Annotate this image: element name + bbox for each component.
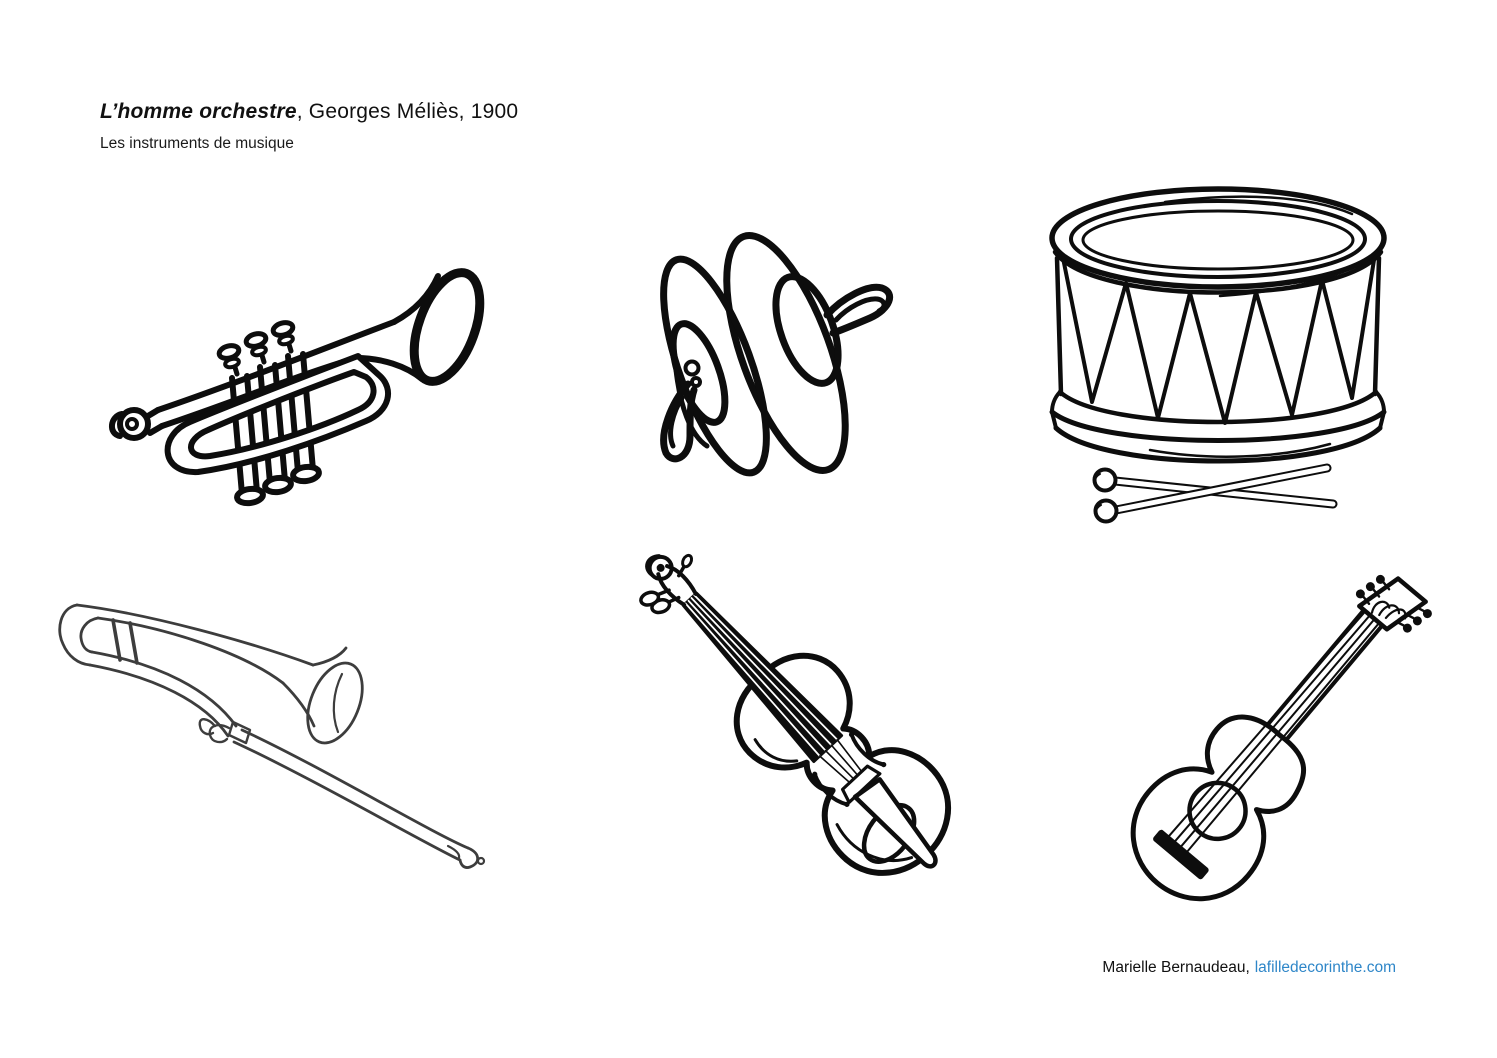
violin-drawing — [620, 545, 980, 895]
trumpet-drawing — [60, 250, 510, 510]
film-title: L’homme orchestre — [100, 100, 297, 123]
website-link[interactable]: lafilledecorinthe.com — [1254, 959, 1396, 976]
trumpet-figure — [60, 250, 510, 510]
film-credit: , Georges Méliès, 1900 — [296, 100, 519, 123]
trombone-figure — [50, 580, 520, 890]
cymbals-figure — [630, 210, 930, 500]
page-subtitle: Les instruments de musique — [100, 135, 294, 152]
violin-figure — [620, 545, 980, 895]
author-name: Marielle Bernaudeau, — [1102, 959, 1250, 976]
guitar-drawing — [1080, 545, 1460, 925]
guitar-figure — [1080, 545, 1460, 925]
title-block — [100, 100, 518, 153]
footer — [1102, 959, 1396, 977]
trombone-drawing — [50, 580, 520, 890]
page-title — [100, 100, 518, 124]
cymbals-drawing — [630, 210, 930, 500]
drum-figure — [1030, 180, 1430, 530]
drum-drawing — [1030, 180, 1430, 530]
